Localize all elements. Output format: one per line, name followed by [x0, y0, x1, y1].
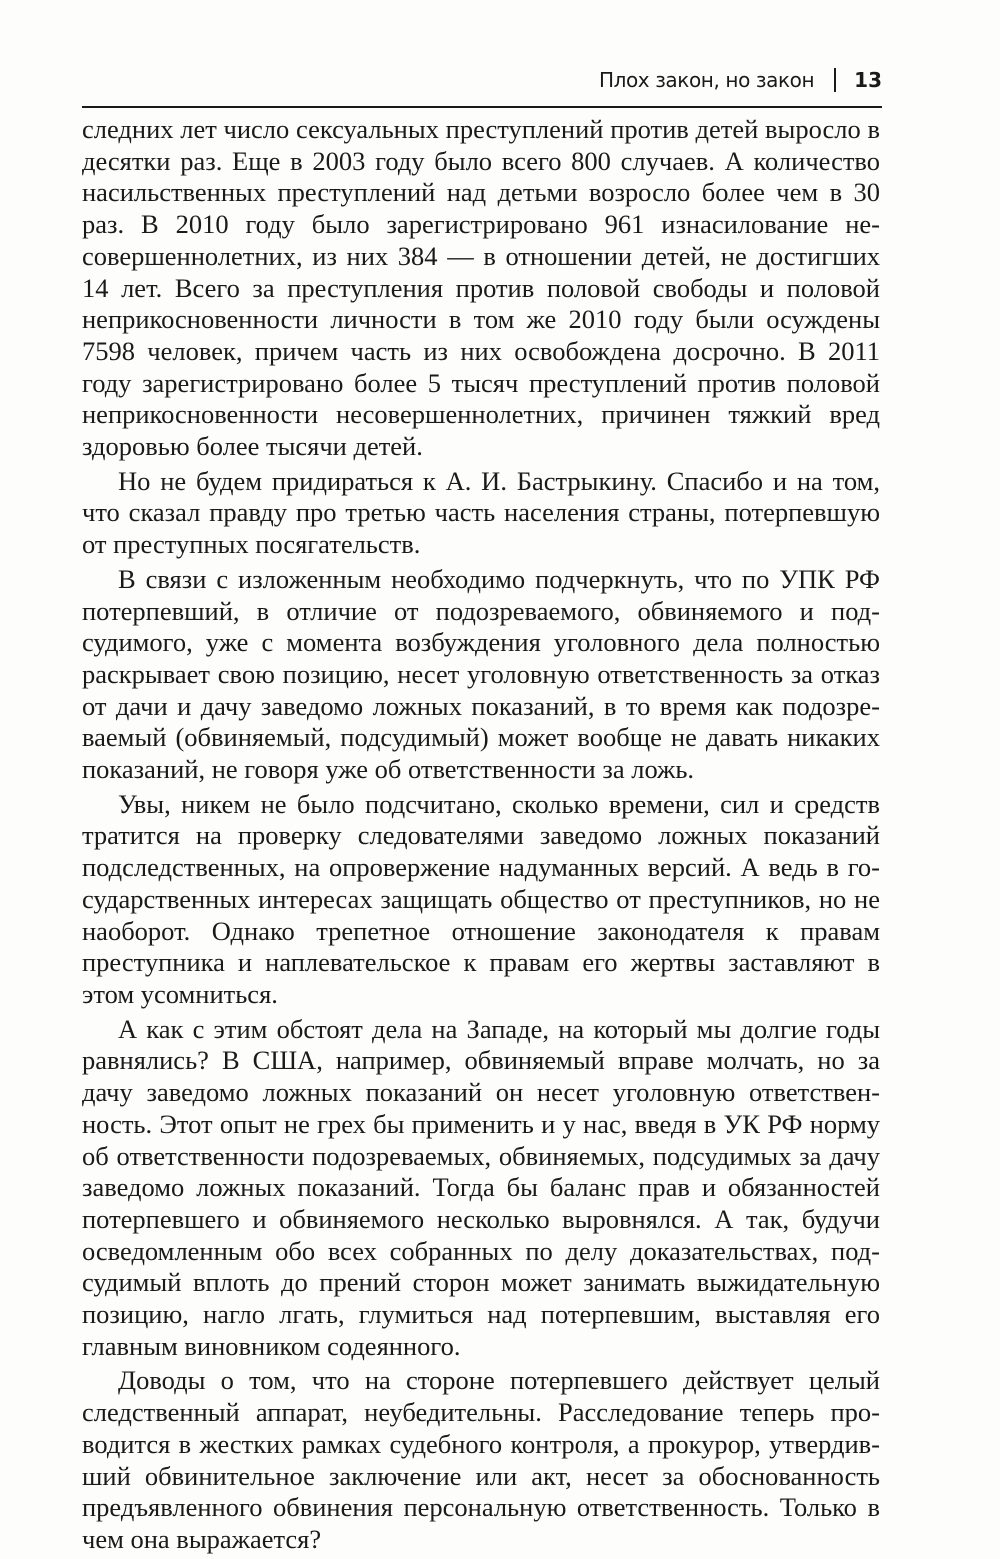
paragraph-1: следних лет число сексуальных преступлений против детей выросло в десятки раз. Еще в 2003 году было всего 800 случаев. А количество насильственных преступлений над детьми возросло более чем в 30 раз. В 2010 году было зарегистрировано 961 изнасилование несовершеннолетних, из них 384 — в отношении детей, не достигших 14 лет. Всего за преступления против половой свободы и половой неприкосновенности личности в том же 2010 году были осуждены 7598 человек, причем часть из них освобождена досрочно. В 2011 году зарегистрировано более 5 тысяч преступлений против половой неприкосновенности несовершеннолетних, причинен тяжкий вред здоровью более тысячи детей. — [82, 114, 880, 462]
paragraph-4: Увы, никем не было подсчитано, сколько времени, сил и средств тратится на проверку следователями заведомо ложных показаний подследственных, на опровержение надуманных версий. А ведь в государственных интересах защищать общество от преступников, но не наоборот. Однако трепетное отношение законодателя к правам преступника и наплевательское к правам его жертвы заставляют в этом усомниться. — [82, 788, 880, 1009]
paragraph-5: А как с этим обстоят дела на Западе, на который мы долгие годы равнялись? В США, например, обвиняемый вправе молчать, но за дачу заведомо ложных показаний он несет уголовную ответственность. Этот опыт не грех бы применить и у нас, введя в УК РФ норму об ответственности подозреваемых, обвиняемых, подсудимых за дачу заведомо ложных показаний. Тогда бы баланс прав и обязанностей потерпевшего и обвиняемого несколько выровнялся. А так, будучи осведомленным обо всех собранных по делу доказательствах, подсудимый вплоть до прений сторон может занимать выжидательную позицию, нагло лгать, глумиться над потерпевшим, выставляя его главным виновником содеянного. — [82, 1013, 880, 1361]
paragraph-6: Доводы о том, что на стороне потерпевшего действует целый следственный аппарат, неубедительны. Расследование теперь проводится в жестких рамках судебного контроля, а прокурор, утвердивший обвинительное заключение или акт, несет за обоснованность предъявленного обвинения персональную ответственность. Только в чем она выражается? — [82, 1365, 880, 1554]
page-number: 13 — [854, 68, 882, 92]
header-rule — [82, 106, 882, 108]
page-body — [82, 114, 880, 1559]
running-header — [78, 60, 882, 100]
running-title: Плох закон, но закон — [598, 68, 815, 92]
paragraph-3: В связи с изложенным необходимо подчеркнуть, что по УПК РФ потерпевший, в отличие от подозреваемого, обвиняемого и подсудимого, уже с момента возбуждения уголовного дела полностью раскрывает свою позицию, несет уголовную ответственность за отказ от дачи и дачу заведомо ложных показаний, в то время как подозреваемый (обвиняемый, подсудимый) может вообще не давать никаких показаний, не говоря уже об ответственности за ложь. — [82, 563, 880, 785]
paragraph-2: Но не будем придираться к А. И. Бастрыкину. Спасибо и на том, что сказал правду про третью часть населения страны, потерпевшую от преступных посягательств. — [82, 465, 880, 560]
header-separator — [834, 68, 836, 92]
